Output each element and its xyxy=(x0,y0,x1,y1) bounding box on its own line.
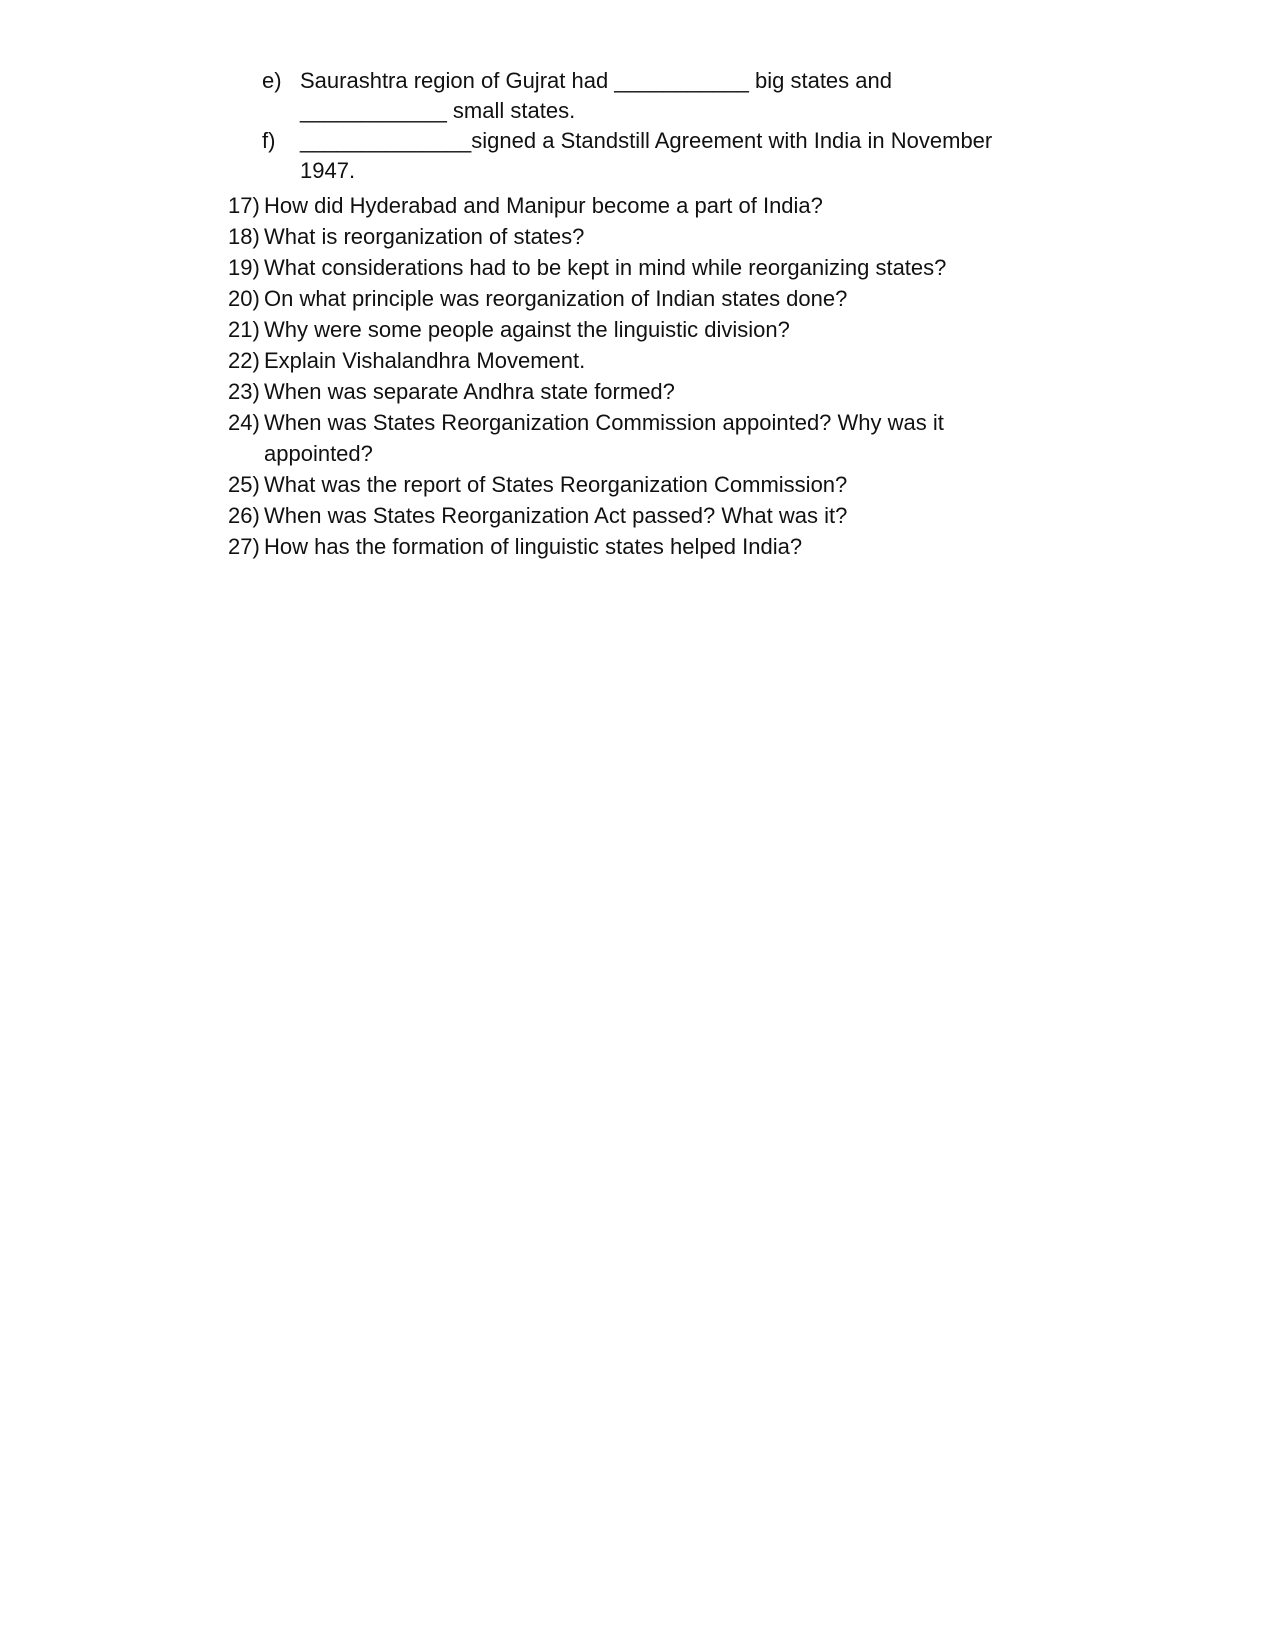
question-text: What was the report of States Reorganization Commission? xyxy=(264,472,848,497)
item-text xyxy=(300,66,1052,126)
question-text: On what principle was reorganization of Indian states done? xyxy=(264,286,848,311)
fill-in-blank-item-e xyxy=(262,66,1052,126)
question-17 xyxy=(228,190,1058,221)
item-line: 1947. xyxy=(300,158,356,183)
fill-in-blank-item-f xyxy=(262,126,1052,186)
question-26 xyxy=(228,500,1058,531)
question-24 xyxy=(228,407,1058,469)
question-22 xyxy=(228,345,1058,376)
item-line: ____________ small states. xyxy=(300,98,576,123)
question-number: 19) xyxy=(228,255,260,280)
question-number: 17) xyxy=(228,193,260,218)
question-text: What considerations had to be kept in mind while reorganizing states? xyxy=(264,255,947,280)
question-27 xyxy=(228,531,1058,562)
question-19 xyxy=(228,252,1058,283)
question-number: 21) xyxy=(228,317,260,342)
question-number: 18) xyxy=(228,224,260,249)
item-line: Saurashtra region of Gujrat had ___________ big states and xyxy=(300,68,892,93)
question-text: Explain Vishalandhra Movement. xyxy=(264,348,586,373)
question-text: When was States Reorganization Commission appointed? Why was it appointed? xyxy=(264,410,944,466)
item-marker: e) xyxy=(262,68,282,93)
question-number: 23) xyxy=(228,379,260,404)
question-18 xyxy=(228,221,1058,252)
question-text: How did Hyderabad and Manipur become a part of India? xyxy=(264,193,823,218)
question-number: 24) xyxy=(228,410,260,435)
question-23 xyxy=(228,376,1058,407)
question-number: 27) xyxy=(228,534,260,559)
question-number: 22) xyxy=(228,348,260,373)
question-list xyxy=(228,190,1058,562)
fill-in-blank-list xyxy=(262,66,1052,186)
question-25 xyxy=(228,469,1058,500)
item-text xyxy=(300,126,1052,186)
question-number: 25) xyxy=(228,472,260,497)
question-number: 20) xyxy=(228,286,260,311)
question-text: When was States Reorganization Act passed? What was it? xyxy=(264,503,848,528)
question-text: What is reorganization of states? xyxy=(264,224,585,249)
question-21 xyxy=(228,314,1058,345)
item-marker: f) xyxy=(262,128,276,153)
question-number: 26) xyxy=(228,503,260,528)
question-text: How has the formation of linguistic states helped India? xyxy=(264,534,803,559)
question-text: When was separate Andhra state formed? xyxy=(264,379,675,404)
question-text: Why were some people against the linguistic division? xyxy=(264,317,790,342)
item-line: ______________signed a Standstill Agreement with India in November xyxy=(300,128,993,153)
question-20 xyxy=(228,283,1058,314)
